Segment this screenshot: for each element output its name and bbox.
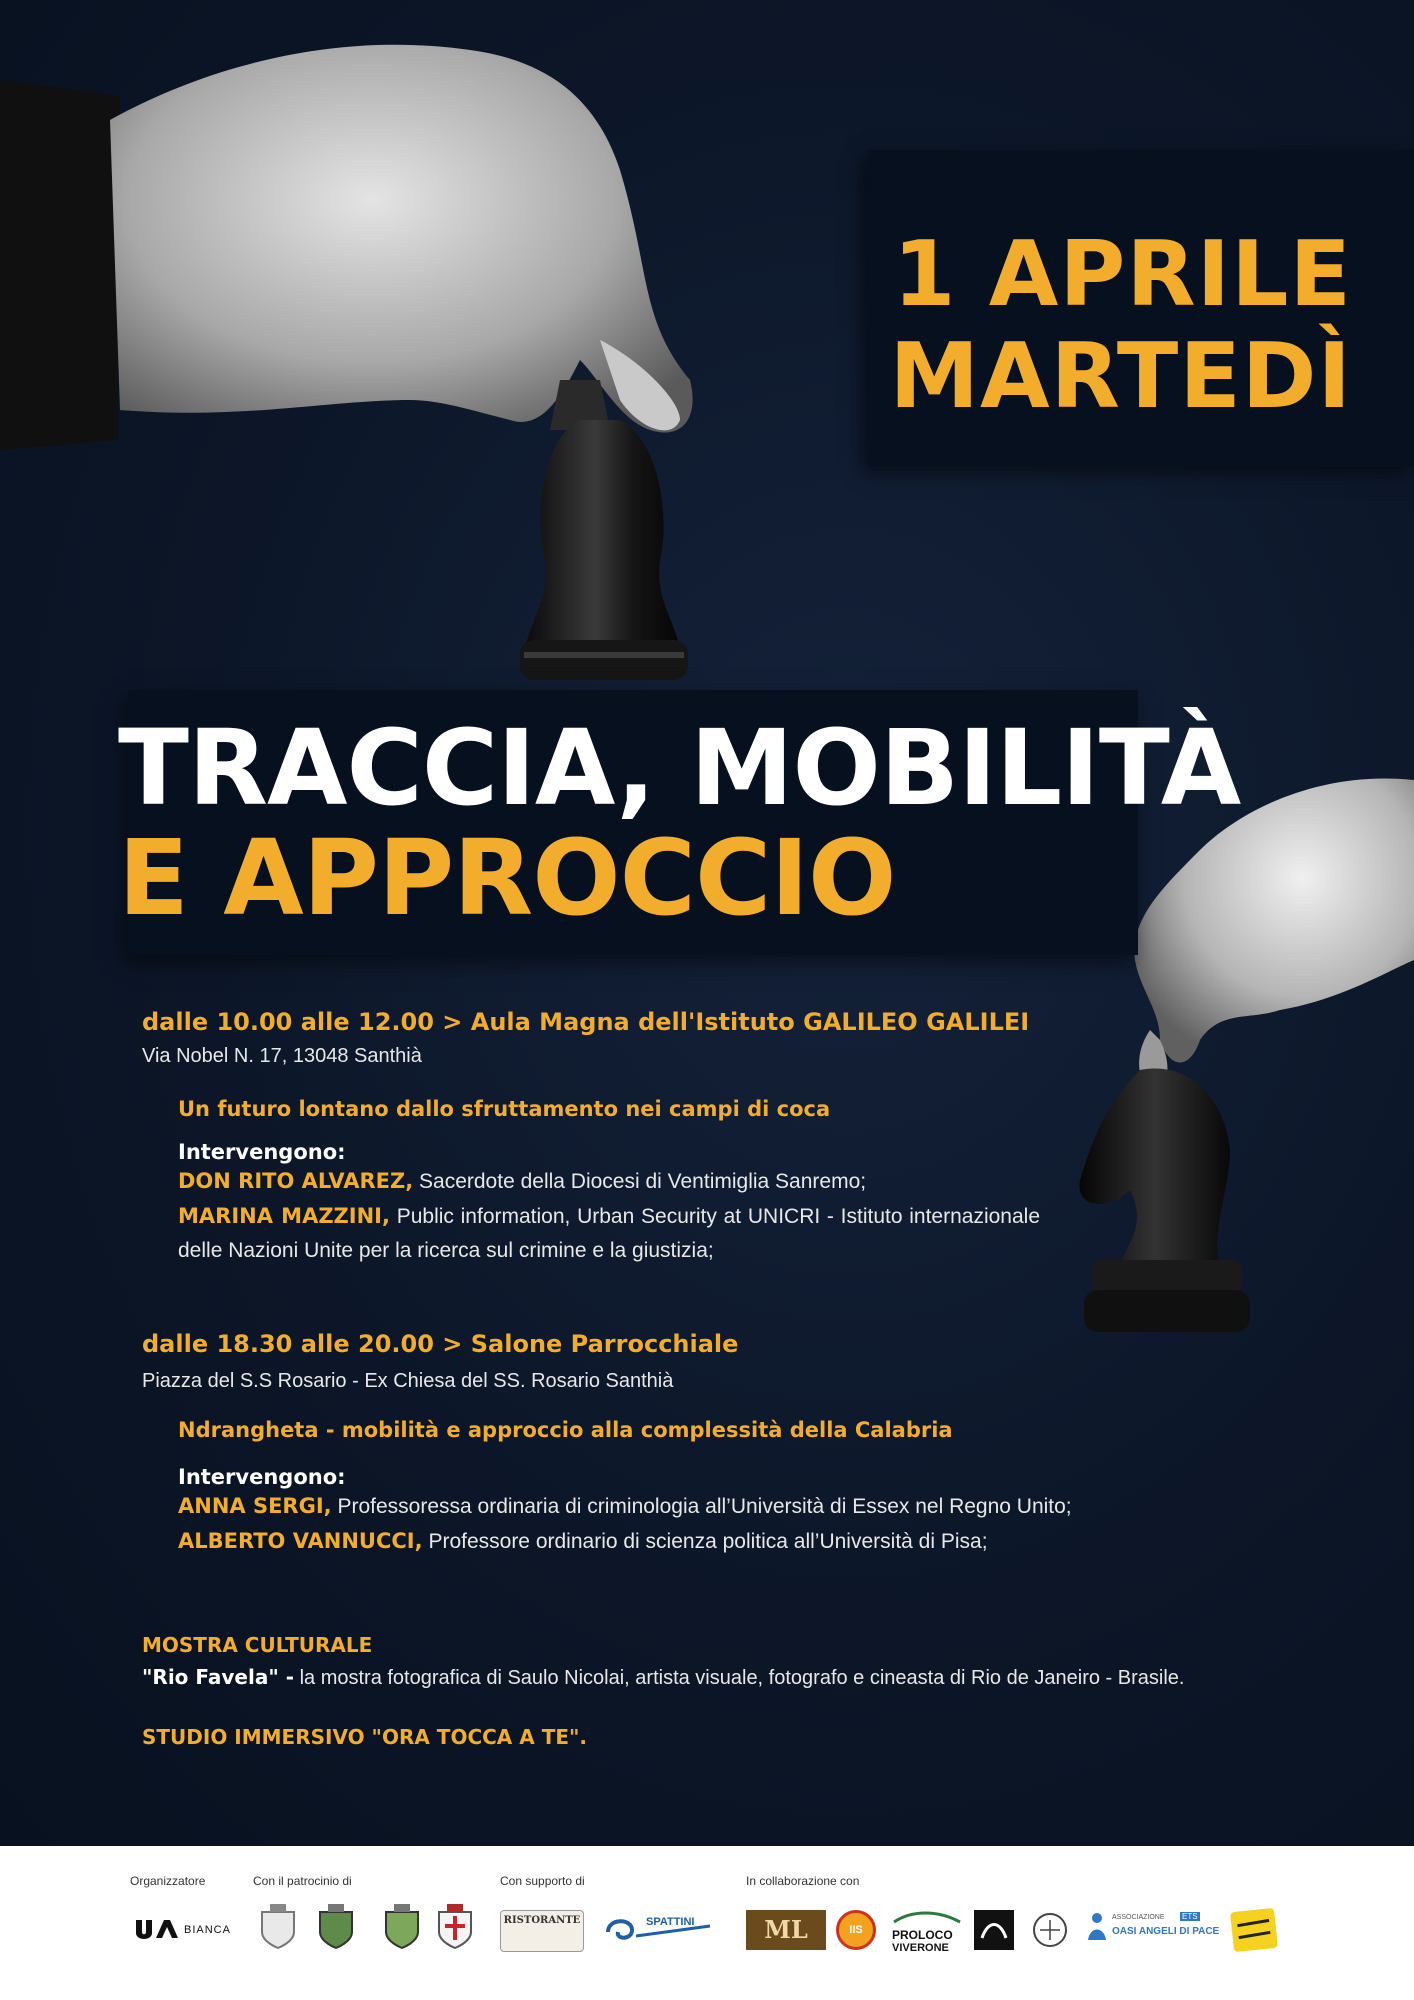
session-2-speakers <box>178 1465 1298 1559</box>
studio-immersivo: STUDIO IMMERSIVO "ORA TOCCA A TE". <box>142 1725 588 1749</box>
proloco-logo: PROLOCO VIVERONE <box>892 1910 962 1950</box>
spattini-logo: SPATTINI <box>602 1912 714 1955</box>
scribble-icon <box>1230 1908 1278 1952</box>
crest-icon-1 <box>258 1902 298 1950</box>
session-1-address: Via Nobel N. 17, 13048 Santhià <box>142 1045 422 1067</box>
exhibit-description: "Rio Favela" - la mostra fotografica di Saulo Nicolai, artista visuale, fotografo e cineasta di Rio de Janeiro - Brasile. <box>142 1665 1185 1689</box>
session-1-speakers <box>178 1140 1040 1268</box>
black-square-logo <box>974 1910 1014 1950</box>
ml-logo: ML <box>746 1910 826 1950</box>
event-date: 1 APRILE <box>892 222 1352 327</box>
proloco-wave-icon <box>892 1910 962 1924</box>
session-1-time-place: dalle 10.00 alle 12.00 > Aula Magna dell'Istituto GALILEO GALILEI <box>142 1008 1030 1036</box>
yellow-logo <box>1230 1908 1278 1952</box>
speaker-alberto-vannucci: ALBERTO VANNUCCI, Professore ordinario di scienza politica all’Università di Pisa; <box>178 1529 988 1553</box>
crest-icon-3 <box>382 1902 422 1950</box>
circle-logo <box>1030 1910 1074 1959</box>
title-line-2: E APPROCCIO <box>118 817 896 939</box>
organizer-label: Organizzatore <box>130 1874 206 1888</box>
speaker-anna-sergi: ANNA SERGI, Professoressa ordinaria di criminologia all’Università di Essex nel Regno Unito; <box>178 1494 1072 1518</box>
speaker-don-rito: DON RITO ALVAREZ, Sacerdote della Diocesi di Ventimiglia Sanremo; <box>178 1169 867 1193</box>
title-line-1: TRACCIA, MOBILITÀ <box>118 707 1241 829</box>
iis-logo: IIS <box>836 1910 876 1950</box>
session-2-time-place: dalle 18.30 alle 20.00 > Salone Parrocchiale <box>142 1330 739 1358</box>
sponsor-footer <box>0 1846 1414 2000</box>
angel-icon <box>1086 1910 1108 1944</box>
speaker-marina-mazzini: MARINA MAZZINI, Public information, Urban Security at UNICRI - Istituto internazionale delle Nazioni Unite per la ricerca sul crimine e la giustizia; <box>178 1204 1041 1262</box>
session-2-subtitle: Ndrangheta - mobilità e approccio alla complessità della Calabria <box>178 1418 953 1442</box>
crest-icon-2 <box>316 1902 356 1950</box>
session-1-heading <box>142 1008 1029 1036</box>
exhibit-heading: MOSTRA CULTURALE <box>142 1633 373 1657</box>
support-label: Con supporto di <box>500 1874 585 1888</box>
event-weekday: MARTEDÌ <box>889 324 1352 429</box>
brush-icon <box>974 1910 1014 1950</box>
circle-emblem-icon <box>1030 1910 1074 1954</box>
session-1-speakers-label: Intervengono: <box>178 1140 346 1164</box>
restaurant-logo: RISTORANTE <box>500 1910 584 1952</box>
oasi-angeli-logo: ASSOCIAZIONE ETS OASI ANGELI DI PACE <box>1086 1910 1230 1950</box>
session-2-speakers-label: Intervengono: <box>178 1465 346 1489</box>
hand-pawn-illustration <box>0 0 760 720</box>
crest-icon-4 <box>435 1902 475 1950</box>
session-1-subtitle: Un futuro lontano dallo sfruttamento nei campi di coca <box>178 1097 831 1121</box>
organizer-logo-text: BIANCA <box>184 1924 231 1936</box>
session-2-address: Piazza del S.S Rosario - Ex Chiesa del SS. Rosario Santhià <box>142 1370 674 1392</box>
session-2-heading <box>142 1330 738 1358</box>
patronage-label: Con il patrocinio di <box>253 1874 352 1888</box>
organizer-logo <box>134 1916 234 1947</box>
collab-label: In collaborazione con <box>746 1874 860 1888</box>
date-panel <box>868 150 1414 466</box>
